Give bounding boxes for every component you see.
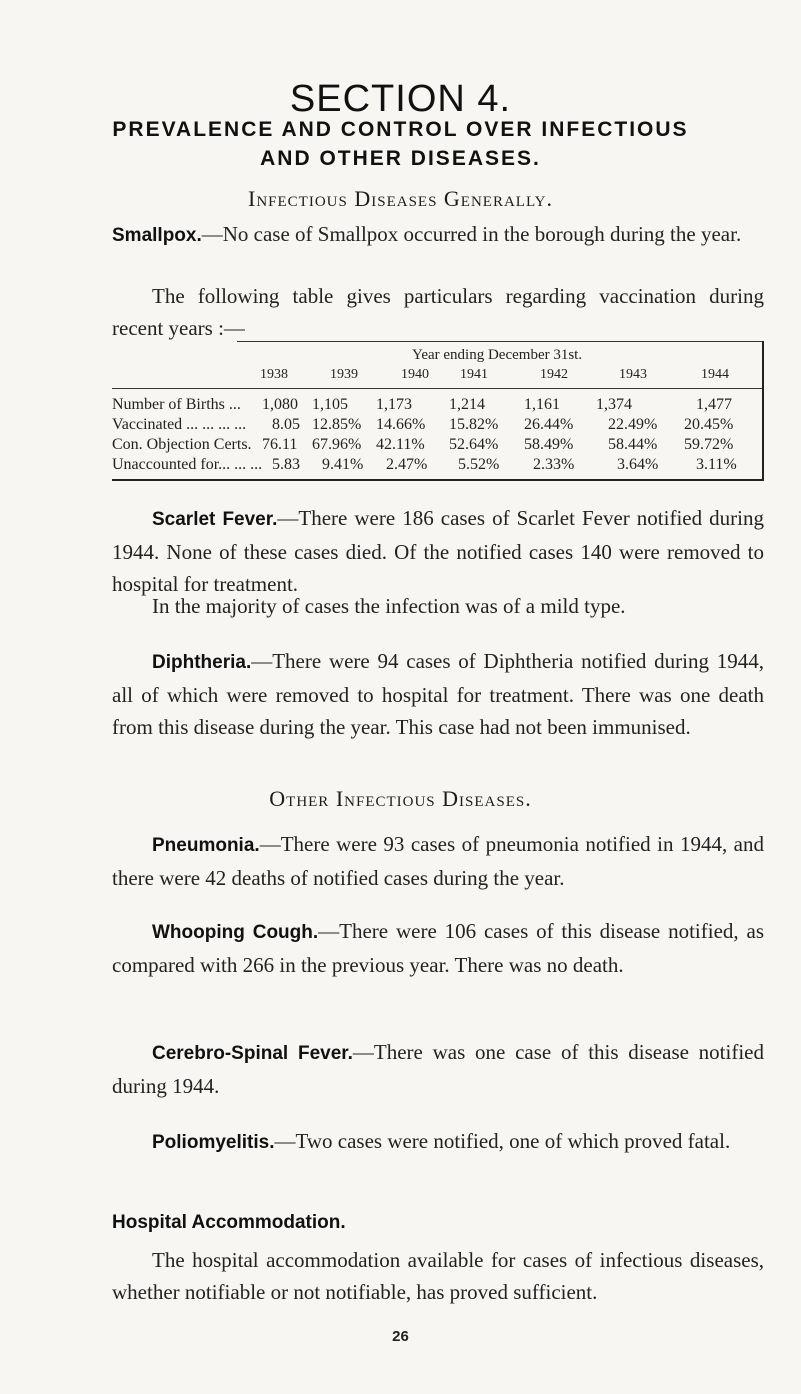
table-cell: 22.49% — [608, 416, 658, 433]
vaccination-table — [112, 341, 764, 481]
main-title-line-1: PREVALENCE AND CONTROL OVER INFECTIOUS — [112, 118, 689, 141]
main-title-line-2: AND OTHER DISEASES. — [260, 147, 541, 170]
hospital-heading: Hospital Accommodation. — [112, 1212, 346, 1233]
table-cell: 59.72% — [684, 436, 734, 453]
general-heading: Infectious Diseases Generally. — [248, 186, 553, 211]
other-diseases-heading: Other Infectious Diseases. — [269, 786, 532, 811]
year-1944: 1944 — [701, 367, 729, 382]
vaccination-intro: The following table gives particulars regarding vaccination during recent years :— — [112, 284, 764, 340]
table-cell: 42.11% — [376, 436, 425, 453]
table-cell: 8.05 — [272, 416, 300, 433]
scarlet-fever-paragraph — [112, 502, 764, 600]
table-cell: 3.11% — [696, 456, 737, 473]
table-cell: 58.49% — [524, 436, 574, 453]
table-cell: 1,477 — [696, 396, 732, 413]
section-title: SECTION 4. — [289, 78, 512, 120]
table-header-rule — [112, 388, 762, 389]
year-1938: 1938 — [260, 367, 288, 382]
whooping-cough-text: —There were 106 cases of this disease notified, as compared with 266 in the previous year. There was no death. — [112, 919, 764, 977]
row-label-births: Number of Births ... — [112, 396, 241, 413]
whooping-cough-paragraph — [112, 915, 764, 981]
table-cell: 52.64% — [449, 436, 499, 453]
row-label-con-objection: Con. Objection Certs. — [112, 436, 252, 453]
table-cell: 1,374 — [596, 396, 632, 413]
scarlet-fever-text: —There were 186 cases of Scarlet Fever notified during 1944. None of these cases died. Of the notified cases 140 were removed to hospital for treatment. — [112, 506, 764, 596]
table-cell: 2.47% — [386, 456, 428, 473]
pneumonia-paragraph — [112, 828, 764, 894]
table-cell: 58.44% — [608, 436, 658, 453]
table-group-header: Year ending December 31st. — [412, 347, 583, 363]
diphtheria-paragraph — [112, 645, 764, 743]
table-cell: 9.41% — [322, 456, 364, 473]
table-cell: 3.64% — [617, 456, 659, 473]
whooping-cough-heading: Whooping Cough. — [152, 922, 319, 943]
diphtheria-text: —There were 94 cases of Diphtheria notified during 1944, all of which were removed to hospital for treatment. There was one death from this disease during the year. This case had not been immunised. — [112, 649, 764, 739]
table-cell: 12.85% — [312, 416, 362, 433]
smallpox-heading: Smallpox. — [112, 225, 202, 246]
table-cell: 2.33% — [533, 456, 575, 473]
scarlet-fever-note: In the majority of cases the infection was of a mild type. — [152, 594, 626, 618]
table-cell: 15.82% — [449, 416, 499, 433]
cerebro-spinal-paragraph — [112, 1036, 764, 1102]
diphtheria-heading: Diphtheria. — [152, 652, 252, 673]
page-number: 26 — [392, 1328, 409, 1345]
table-cell: 1,214 — [449, 396, 485, 413]
table-cell: 76.11 — [262, 436, 298, 453]
row-label-unaccounted: Unaccounted for... ... ... — [112, 456, 263, 473]
hospital-text: The hospital accommodation available for cases of infectious diseases, whether notifiable or not notifiable, has proved sufficient. — [112, 1248, 764, 1304]
pneumonia-text: —There were 93 cases of pneumonia notified in 1944, and there were 42 deaths of notified cases during the year. — [112, 832, 764, 890]
year-1942: 1942 — [540, 367, 568, 382]
poliomyelitis-heading: Poliomyelitis. — [152, 1132, 275, 1153]
poliomyelitis-text: —Two cases were notified, one of which proved fatal. — [274, 1129, 731, 1153]
smallpox-text: —No case of Smallpox occurred in the borough during the year. — [201, 222, 742, 246]
year-1941: 1941 — [460, 367, 488, 382]
table-cell: 5.83 — [272, 456, 300, 473]
pneumonia-heading: Pneumonia. — [152, 835, 260, 856]
table-top-rule — [237, 341, 762, 342]
poliomyelitis-paragraph — [112, 1125, 764, 1159]
table-cell: 20.45% — [684, 416, 734, 433]
table-cell: 26.44% — [524, 416, 574, 433]
cerebro-spinal-heading: Cerebro-Spinal Fever. — [152, 1043, 353, 1064]
cerebro-spinal-text: —There was one case of this disease notified during 1944. — [112, 1040, 764, 1098]
table-cell: 5.52% — [458, 456, 500, 473]
smallpox-paragraph — [112, 218, 764, 252]
year-1943: 1943 — [619, 367, 647, 382]
year-1939: 1939 — [330, 367, 358, 382]
year-1940: 1940 — [401, 367, 429, 382]
table-cell: 14.66% — [376, 416, 426, 433]
table-cell: 67.96% — [312, 436, 362, 453]
table-cell: 1,161 — [524, 396, 560, 413]
table-bottom-rule — [112, 479, 762, 481]
table-cell: 1,080 — [262, 396, 298, 413]
scarlet-fever-heading: Scarlet Fever. — [152, 509, 278, 530]
table-cell: 1,105 — [312, 396, 348, 413]
table-cell: 1,173 — [376, 396, 412, 413]
row-label-vaccinated: Vaccinated ... ... ... ... — [112, 416, 247, 433]
